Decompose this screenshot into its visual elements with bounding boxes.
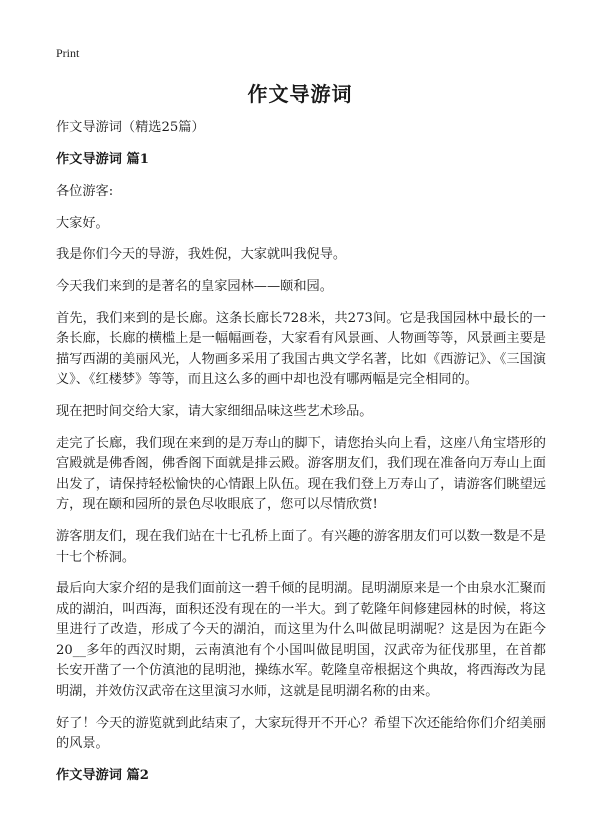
paragraph: 现在把时间交给大家，请大家细细品味这些艺术珍品。 bbox=[56, 403, 373, 419]
paragraph: 好了！今天的游览就到此结束了，大家玩得开不开心？希望下次还能给你们介绍美丽的风景。 bbox=[56, 715, 546, 752]
subtitle: 作文导游词（精选25篇） bbox=[56, 120, 205, 135]
paragraph: 我是你们今天的导游，我姓倪，大家就叫我倪导。 bbox=[56, 247, 347, 263]
paragraph: 各位游客: bbox=[56, 184, 114, 200]
paragraph: 今天我们来到的是著名的皇家园林——颐和园。 bbox=[56, 278, 333, 294]
paragraph: 首先，我们来到的是长廊。这条长廊长728米，共273间。它是我国园林中最长的一条长廊，长廊的横槛上是一幅幅画卷，大家看有风景画、人物画等等，风景画主要是描写西湖的美丽风光，人物画多采用了我国古典文学名著，比如《西游记》、《三国演义》、《红楼梦》等等，而且这么多的画中却也没有哪两幅是完全相同的。 bbox=[56, 310, 546, 388]
section-heading-1: 作文导游词 篇1 bbox=[56, 151, 149, 167]
print-label: Print bbox=[56, 46, 80, 60]
paragraph: 走完了长廊，我们现在来到的是万寿山的脚下，请您抬头向上看，这座八角宝塔形的宫殿就是佛香阁，佛香阁下面就是排云殿。游客朋友们，我们现在准备向万寿山上面出发了，请保持轻松愉快的心情跟上队伍。现在我们登上万寿山了，请游客们眺望远方，现在颐和园所的景色尽收眼底了，您可以尽情欣赏! bbox=[56, 435, 546, 513]
paragraph: 大家好。 bbox=[56, 215, 109, 231]
paragraph: 最后向大家介绍的是我们面前这一碧千倾的昆明湖。昆明湖原来是一个由泉水汇聚而成的湖泊，叫西海，面积还没有现在的一半大。到了乾隆年间修建园林的时候，将这里进行了改造，形成了今天的湖泊，而这里为什么叫做昆明湖呢？这是因为在距今20__多年的西汉时期，云南滇池有个小国叫做昆明国，汉武帝为征伐那里，在首都长安开凿了一个仿滇池的昆明池，操练水军。乾隆皇帝根据这个典故，将西海改为昆明湖，并效仿汉武帝在这里演习水师，这就是昆明湖名称的由来。 bbox=[56, 581, 546, 700]
paragraph: 游客朋友们，现在我们站在十七孔桥上面了。有兴趣的游客朋友们可以数一数是不是十七个桥洞。 bbox=[56, 528, 546, 565]
article-body bbox=[56, 118, 546, 798]
page-title: 作文导游词 bbox=[247, 82, 353, 106]
section-heading-2: 作文导游词 篇2 bbox=[56, 767, 149, 783]
